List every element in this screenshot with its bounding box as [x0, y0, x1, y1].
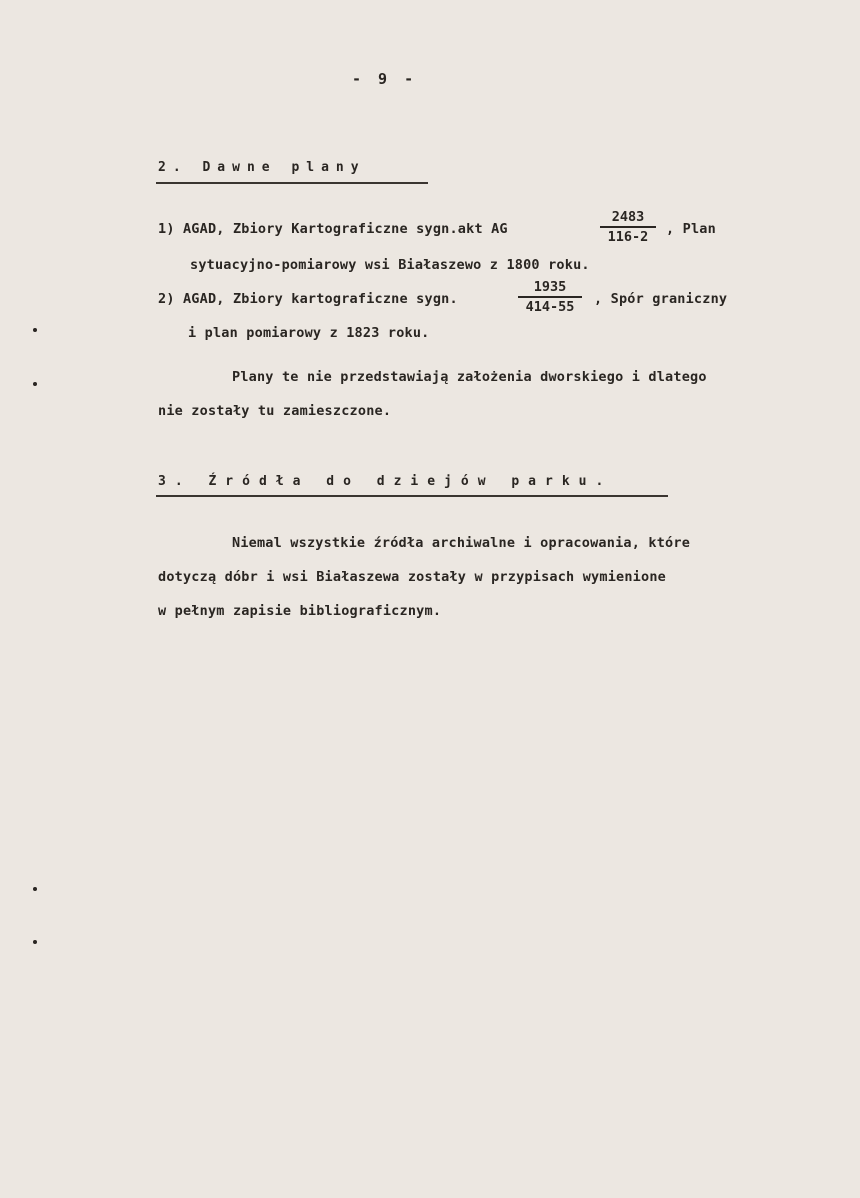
section-3-paragraph-line-2: dotyczą dóbr i wsi Białaszewa zostały w przypisach wymienione	[158, 569, 666, 585]
section-3-paragraph-line-1: Niemal wszystkie źródła archiwalne i opracowania, które	[232, 535, 691, 551]
binding-mark	[33, 328, 37, 332]
section-2-paragraph-line-1: Plany te nie przedstawiają założenia dworskiego i dlatego	[232, 369, 707, 385]
item-2-fraction-denominator: 414-55	[525, 299, 575, 315]
item-1-line-2: sytuacyjno-pomiarowy wsi Białaszewo z 1800 roku.	[190, 257, 590, 273]
item-1-fraction-numerator: 2483	[600, 209, 656, 228]
item-2-prefix: 2) AGAD, Zbiory kartograficzne sygn.	[158, 291, 458, 307]
item-1-suffix: , Plan	[666, 221, 716, 237]
item-1-fraction-denominator: 116-2	[607, 229, 649, 245]
section-2-heading: 2. Dawne plany	[158, 160, 366, 175]
section-3-underline	[156, 495, 668, 497]
section-2-underline	[156, 182, 428, 184]
binding-mark	[33, 382, 37, 386]
section-3-heading: 3. Źródła do dziejów parku.	[158, 474, 613, 489]
item-2-fraction	[518, 279, 582, 315]
item-2-line-2: i plan pomiarowy z 1823 roku.	[188, 325, 430, 341]
binding-mark	[33, 887, 37, 891]
item-1-fraction	[600, 209, 656, 245]
page-number: - 9 -	[352, 70, 418, 88]
item-2-fraction-numerator: 1935	[518, 279, 582, 298]
binding-mark	[33, 940, 37, 944]
item-2-suffix: , Spór graniczny	[594, 291, 728, 307]
section-3-paragraph-line-3: w pełnym zapisie bibliograficznym.	[158, 603, 442, 619]
section-2-paragraph-line-2: nie zostały tu zamieszczone.	[158, 403, 392, 419]
item-1-prefix: 1) AGAD, Zbiory Kartograficzne sygn.akt AG	[158, 221, 508, 237]
